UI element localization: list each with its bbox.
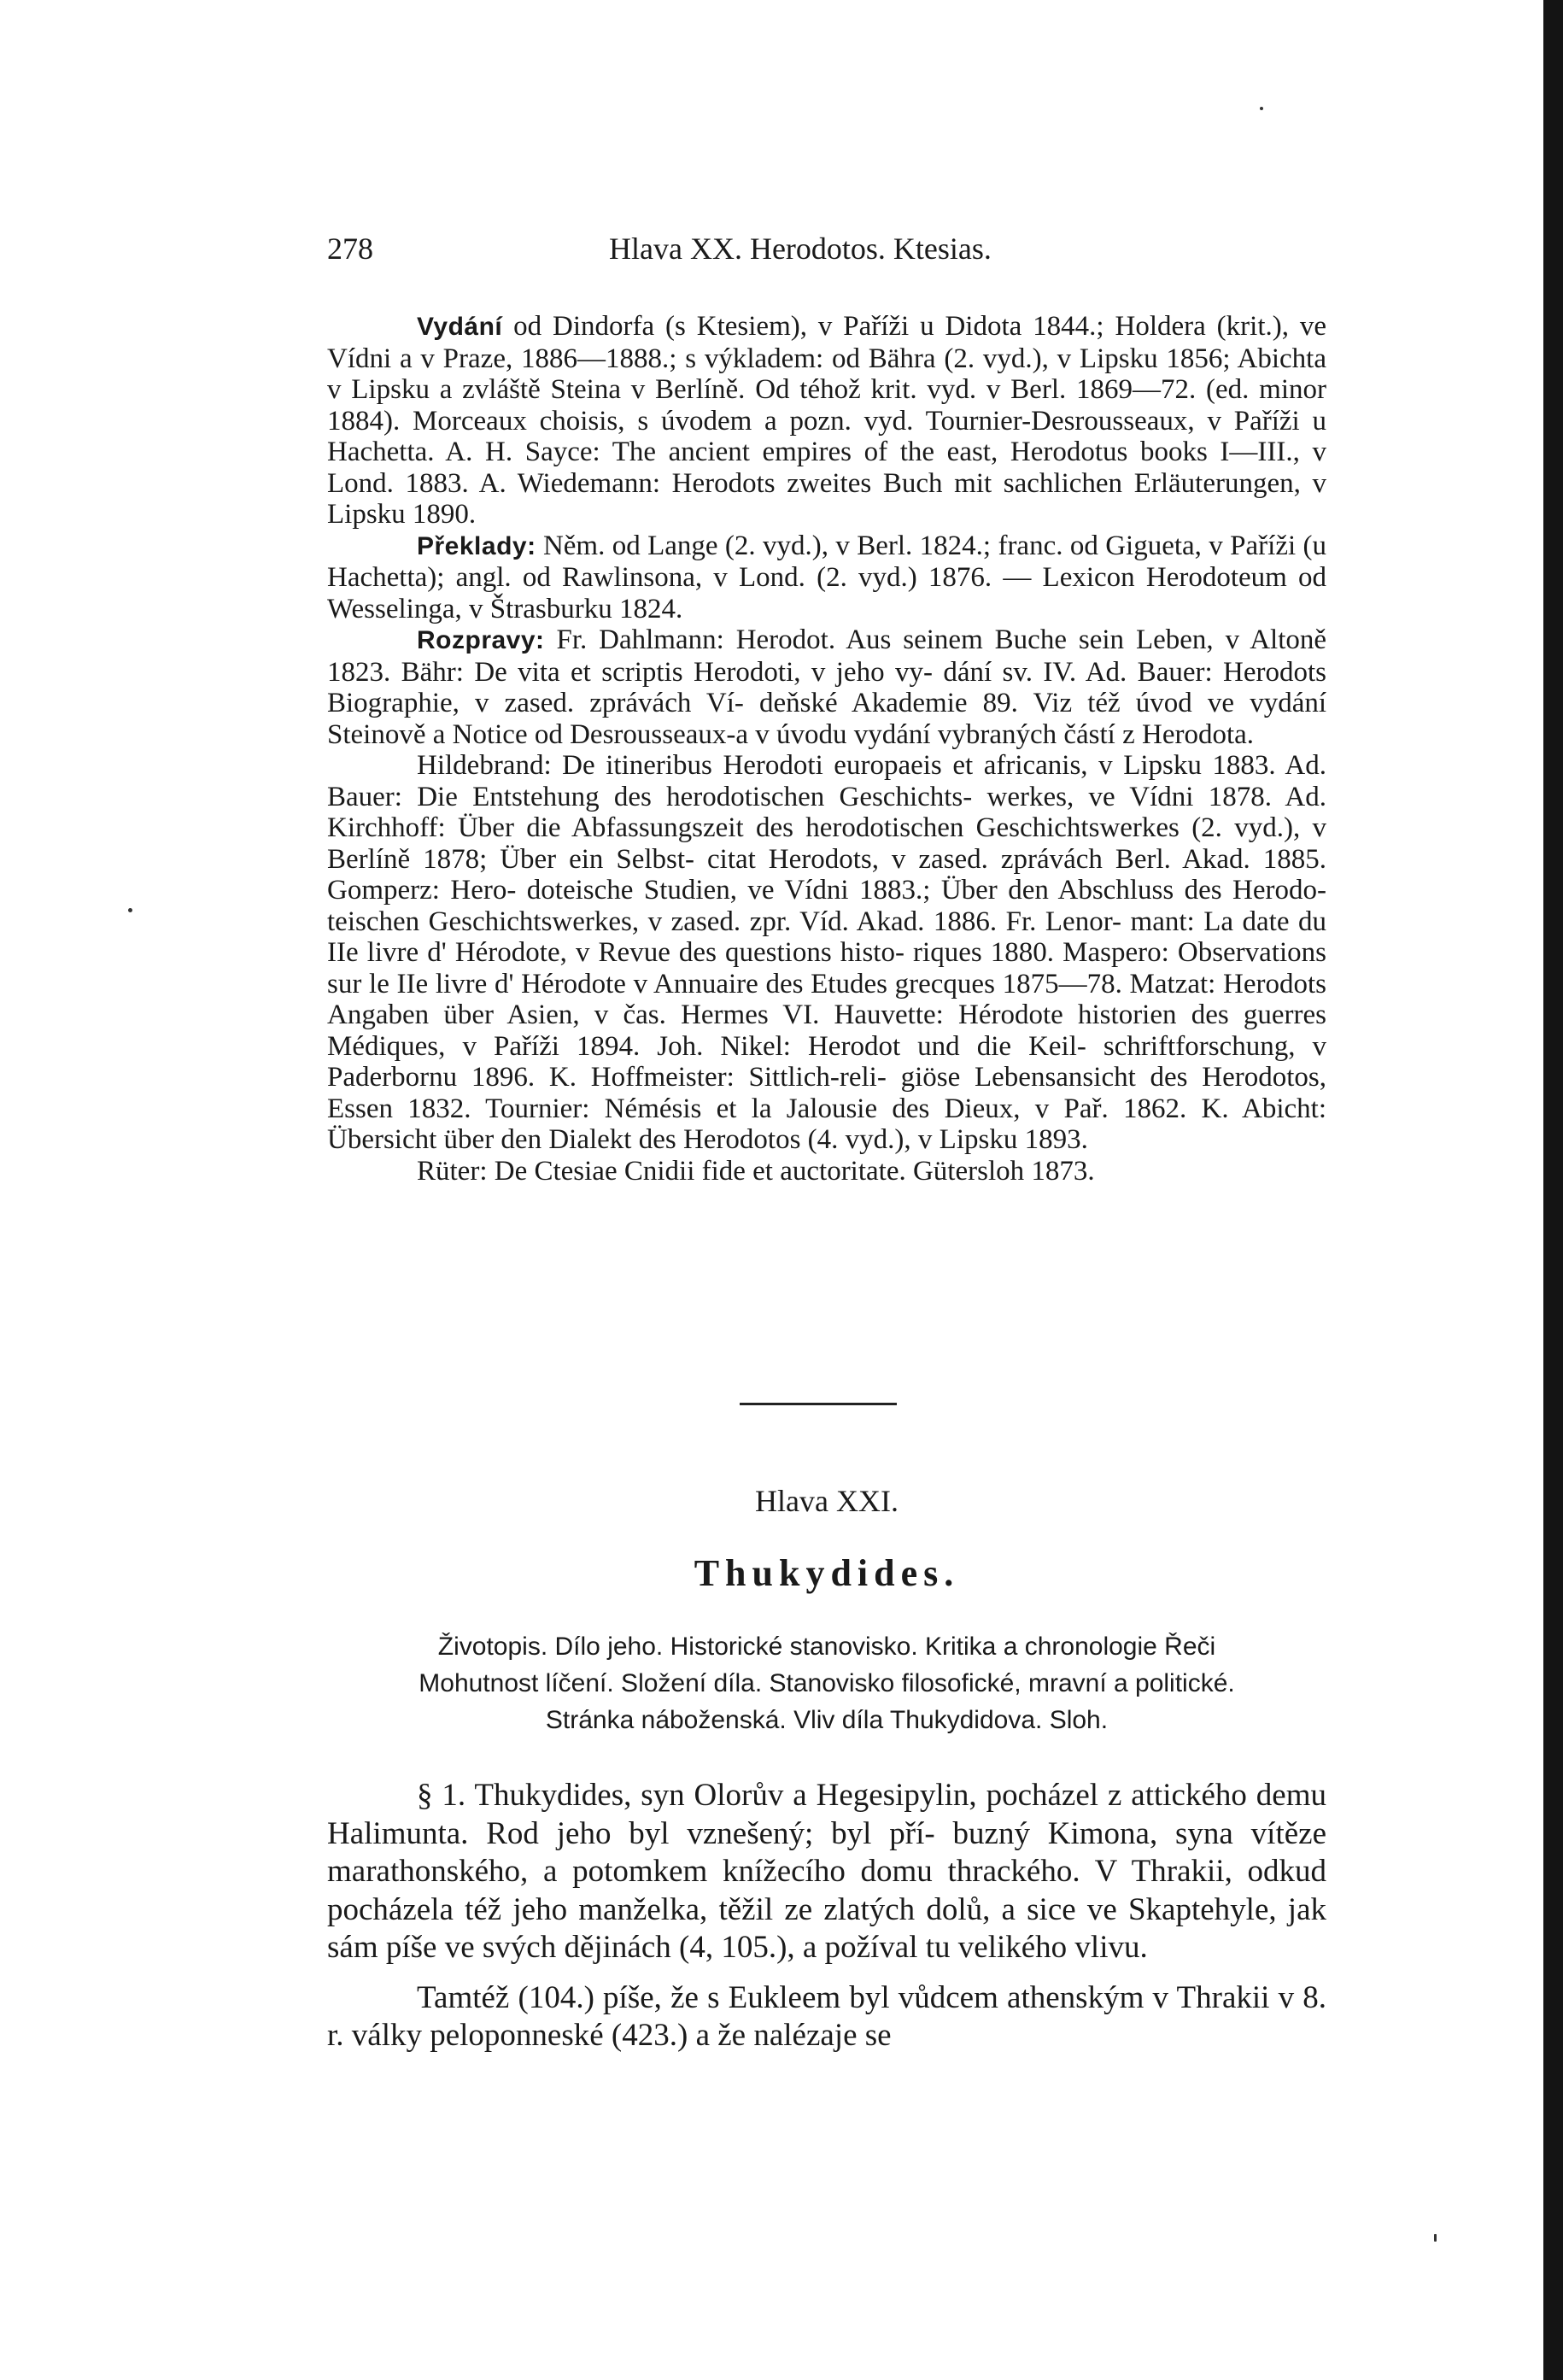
literature-line: schriftforschung, v Paderbornu 1896. K. Hoffmeister: Sittlich-reli- [327,1030,1326,1093]
literature-line: über Asien, v čas. Hermes VI. Hauvette: Hérodote historien des [443,999,1229,1030]
literature-line: riques 1880. Maspero: Observations sur le IIe livre d' Hérodote [327,937,1326,999]
editions-paragraph [327,311,1326,531]
studies-line: Fr. Dahlmann: Herodot. Aus seinem Buche sein [556,624,1125,655]
literature-line: v Annuaire des Etudes grecques 1875—78. Matzat: Herodots Angaben [327,968,1327,1030]
translations-line: Něm. od Lange (2. vyd.), v Berl. 1824.; franc. od [542,530,1098,561]
studies-line: deňské Akademie 89. Viz též úvod ve vydání Steinově a Notice od [327,688,1327,750]
chapter-summary [327,1628,1326,1738]
literature-line: doteische Studien, ve Vídni 1883.; Über den Abschluss des Herodo- [526,875,1326,906]
summary-line: Životopis. Dílo jeho. Historické stanovisko. Kritika a chronologie Řeči [437,1633,1216,1661]
body-paragraph [327,1777,1326,1967]
editions-line: Bähra (2. vyd.), v Lipsku 1856; Abichta v Lipsku a zvláště Steina [327,343,1326,405]
chapter-body [327,1777,1326,2055]
body-line: z attického demu Halimunta. Rod jeho byl vznešený; byl pří- [327,1778,1326,1851]
literature-line: Dialekt des Herodotos (4. vyd.), v Lipsku 1893. [548,1124,1088,1155]
editions-line: od Dindorfa (s Ktesiem), v Paříži u Didota 1844.; [513,311,1104,342]
body-line: buzný Kimona, syna vítěze marathonského, a potomkem knížecího [327,1815,1327,1889]
studies-paragraph [327,624,1326,750]
chapter-label: Hlava XXI. [755,1484,899,1518]
body-line: těžil ze zlatých dolů, a sice ve Skaptehyle, jak sám píše ve svých [327,1891,1327,1965]
literature-line: citat Herodots, v zased. zprávách Berl. Akad. 1885. Gomperz: Hero- [327,843,1326,906]
literature-line: werkes, ve Vídni 1878. Ad. Kirchhoff: Über die Abfassungszeit des [327,781,1326,843]
literature-paragraph [327,750,1326,1156]
editions-line: Holdera (krit.), ve Vídni a v Praze, 1886—1888.; s výkladem: od [327,311,1327,374]
scan-speck [1434,2234,1437,2242]
editions-line: zweites Buch mit sachlichen Erläuterungen, v Lipsku 1890. [327,467,1326,530]
page-edge-shadow [1543,0,1563,2380]
chapter-title: Thukydides. [694,1552,960,1594]
editions-line: Herodotus books I—III., v Lond. 1883. A. Wiedemann: Herodots [327,437,1327,499]
literature-line: mant: La date du IIe livre d' Hérodote, v Revue des questions histo- [327,906,1326,968]
translations-paragraph [327,531,1326,625]
literature-line: herodotischen Geschichtswerkes (2. vyd.), v Berlíně 1878; Über ein Selbst- [327,812,1327,875]
translations-label: Překlady: [417,531,536,560]
studies-label: Rozpravy: [417,626,545,654]
editions-line: v Paříži u Hachetta. A. H. Sayce: The ancient empires of the east, [327,405,1327,467]
running-title: Hlava XX. Herodotos. Ktesias. [609,232,992,266]
studies-line: dání sv. IV. Ad. Bauer: Herodots Biographie, v zased. zprávách Ví- [327,656,1327,718]
section-divider [740,1403,897,1405]
scan-speck [128,908,132,912]
studies-line: Desrousseaux-a v úvodu vydání vybraných částí z Herodota. [570,718,1255,750]
body-line: domu thrackého. V Thrakii, odkud pocházela též jeho manželka, [327,1854,1327,1927]
running-header [327,231,1326,275]
body-line: dějinách (4, 105.), a požíval tu velikého vlivu. [564,1930,1148,1965]
editions-line: v Berlíně. Od téhož krit. vyd. v Berl. 1869—72. (ed. minor 1884). [327,374,1327,437]
literature-line: teischen Geschichtswerkes, v zased. zpr. Víd. Akad. 1886. Fr. Lenor- [327,906,1122,937]
literature-line: Hildebrand: De itineribus Herodoti europaeis et africanis, [417,750,1088,781]
literature-line: et la Jalousie des Dieux, v Pař. 1862. K. Abicht: Übersicht über den [327,1093,1327,1155]
ctesias-reference: Rüter: De Ctesiae Cnidii fide et auctoritate. Gütersloh 1873. [417,1155,1095,1187]
translations-line: (2. vyd.) 1876. — Lexicon Herodoteum od Wesselinga, v Štrasburku 1824. [327,562,1326,624]
literature-line: guerres Médiques, v Paříži 1894. Joh. Nikel: Herodot und die Keil- [327,999,1327,1062]
summary-line: Mohutnost líčení. Složení díla. Stanovisko filosofické, mravní a politické. [419,1669,1235,1697]
body-line: § 1. Thukydides, syn Olorův a Hegesipylin, pocházel [417,1778,1099,1813]
translations-line: Gigueta, v Paříži (u Hachetta); angl. od Rawlinsona, v Lond. [327,530,1326,593]
body-paragraph [327,1979,1326,2055]
body-line: v Thrakii v 8. r. války peloponneské (423.) a že nalézaje se [327,1979,1327,2053]
editions-label: Vydání [417,313,503,341]
bibliography-section [327,311,1326,1187]
page-number: 278 [327,232,373,266]
editions-line: Morceaux choisis, s úvodem a pozn. vyd. Tournier-Desrousseaux, [413,405,1195,437]
body-line: Tamtéž (104.) píše, že s Eukleem byl vůdcem athenským [417,1979,1144,2015]
scan-speck [1260,107,1263,110]
studies-line: Leben, v Altoně 1823. Bähr: De vita et scriptis Herodoti, v jeho vy- [327,624,1327,688]
literature-line: giöse Lebensansicht des Herodotos, Essen 1832. Tournier: Némésis [327,1062,1326,1124]
summary-line: Stránka náboženská. Vliv díla Thukydidova. Sloh. [545,1706,1109,1734]
literature-line: v Lipsku 1883. Ad. Bauer: Die Entstehung des herodotischen Geschichts- [327,750,1326,812]
